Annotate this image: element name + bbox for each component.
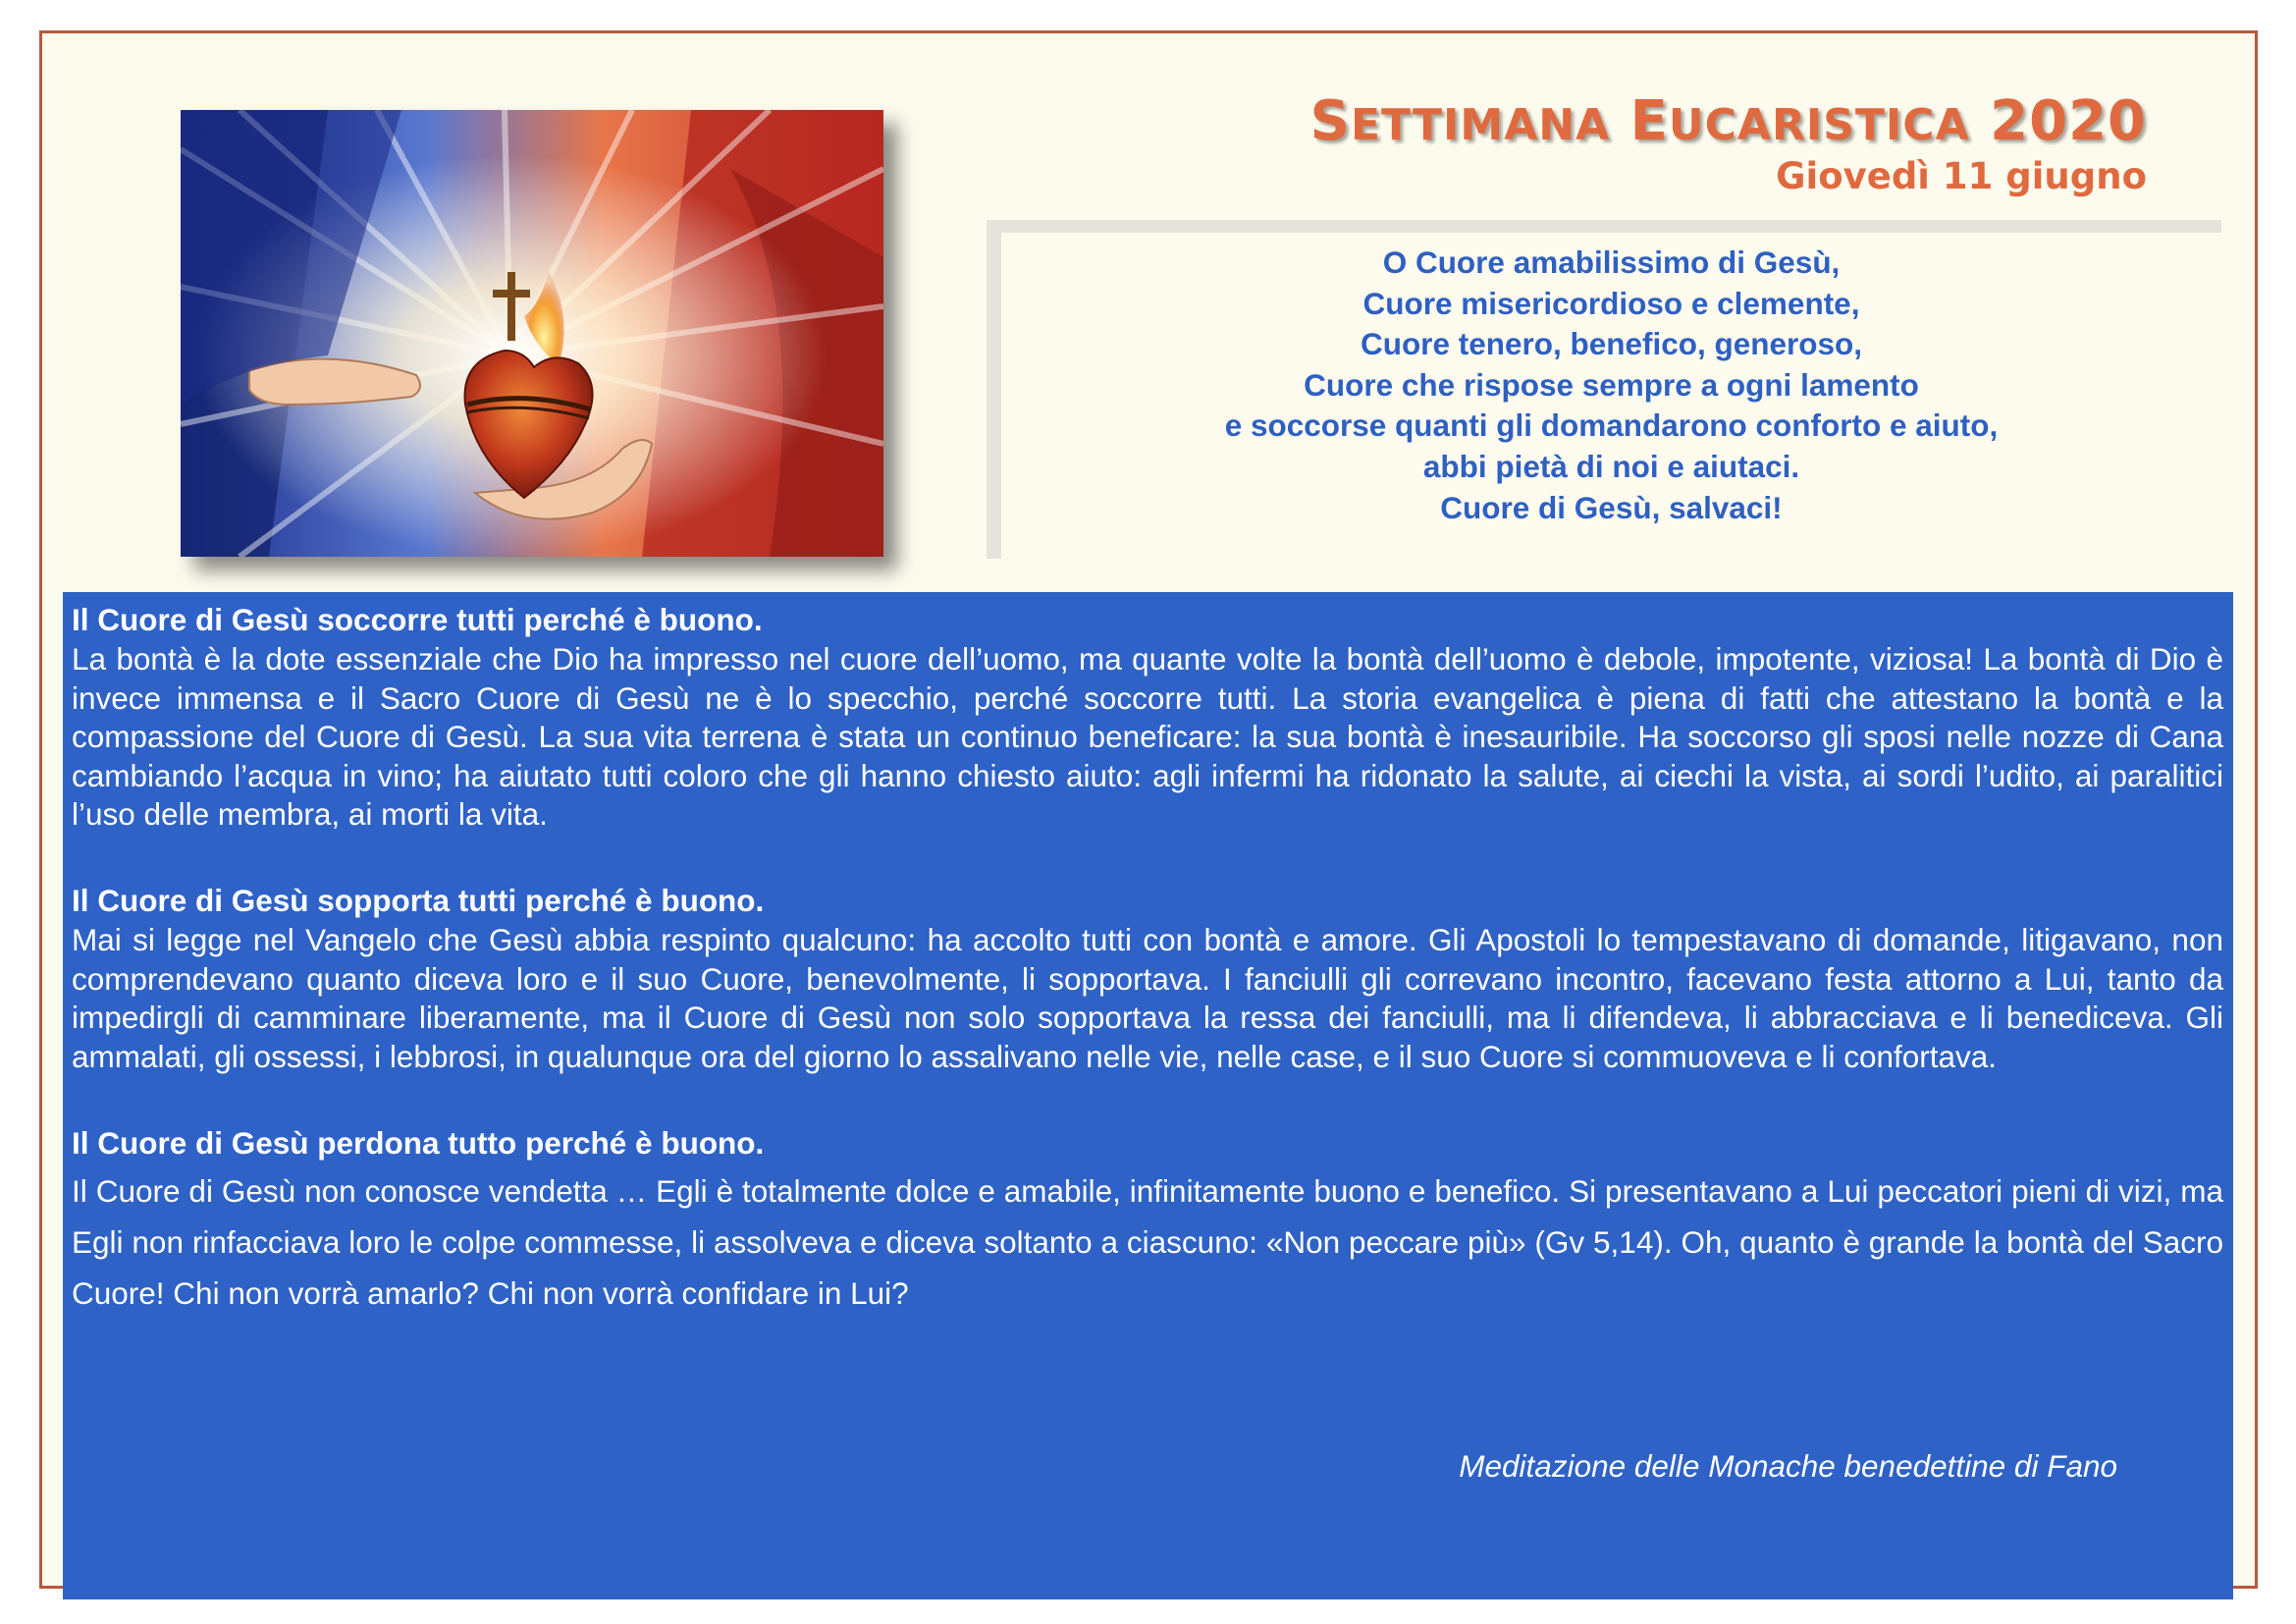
document-date: Giovedì 11 giugno [1776, 155, 2147, 198]
title-initial-2: E [1629, 89, 1669, 153]
prayer-line: Cuore misericordioso e clemente, [1362, 285, 1860, 321]
prayer-panel-top-bar [987, 220, 2221, 233]
section-body: La bontà è la dote essenziale che Dio ha impresso nel cuore dell’uomo, ma quante volte la bontà dell’uomo è debole, impotente, viziosa! La bontà di Dio è invece immensa e il Sacro Cuore di Gesù ne è lo specchio, perché soccorre tutti. La storia evangelica è piena di fatti che attestano la bontà e la compassione del Cuore di Gesù. La sua vita terrena è stata un continuo beneficare: la sua bontà è inesauribile. Ha soccorso gli sposi nelle nozze di Cana cambiando l’acqua in vino; ha aiutato tutti coloro che gli hanno chiesto aiuto: agli infermi ha ridonato la salute, ai ciechi la vista, ai sordi l’udito, ai paralitici l’uso delle membra, ai morti la vita. [72, 641, 2223, 833]
prayer-line: Cuore di Gesù, salvaci! [1440, 489, 1783, 525]
sacred-heart-illustration [181, 110, 883, 557]
prayer-line: e soccorse quanti gli domandarono conforto e aiuto, [1224, 407, 1999, 444]
section-spacer [72, 835, 2223, 881]
title-year: 2020 [1990, 89, 2147, 153]
section-body: Il Cuore di Gesù non conosce vendetta … Egli è totalmente dolce e amabile, infinitamente buono e benefico. Si presentavano a Lui peccatori pieni di vizi, ma Egli non rinfacciava loro le colpe commesse, li assolveva e diceva soltanto a ciascuno: «Non peccare più» (Gv 5,14). Oh, quanto è grande la bontà del Sacro Cuore! Chi non vorrà amarlo? Chi non vorrà confidare in Lui? [72, 1173, 2223, 1312]
attribution: Meditazione delle Monache benedettine di Fano [1459, 1448, 2117, 1484]
sacred-heart-image [181, 110, 883, 557]
prayer-panel-left-bar [987, 220, 1001, 559]
section-heading: Il Cuore di Gesù soccorre tutti perché è buono. [72, 602, 763, 637]
prayer-line: O Cuore amabilissimo di Gesù, [1382, 244, 1841, 280]
meditation-box [63, 592, 2233, 1599]
prayer-line: Cuore che rispose sempre a ogni lamento [1304, 366, 1919, 403]
title-block [1310, 90, 2147, 197]
section-heading: Il Cuore di Gesù perdona tutto perché è buono. [72, 1125, 765, 1162]
prayer-line: abbi pietà di noi e aiutaci. [1422, 448, 1800, 484]
section-spacer [72, 1076, 2223, 1123]
title-initial-1: S [1309, 89, 1351, 153]
prayer-line: Cuore tenero, benefico, generoso, [1360, 326, 1863, 362]
prayer-text [1001, 243, 2221, 528]
prayer-panel [987, 220, 2221, 559]
title-rest-1: ETTIMANA [1350, 100, 1611, 150]
title-rest-2: UCARISTICA [1668, 100, 1970, 150]
section-heading: Il Cuore di Gesù sopporta tutti perché è buono. [72, 882, 765, 918]
section-body: Mai si legge nel Vangelo che Gesù abbia respinto qualcuno: ha accolto tutti con bontà e amore. Gli Apostoli lo tempestavano di domande, litigavano, non comprendevano quanto diceva loro e il suo Cuore, benevolmente, li sopportava. I fanciulli gli correvano incontro, facevano festa attorno a Lui, tanto da impedirgli di camminare liberamente, ma il Cuore di Gesù non solo sopportava la ressa dei fanciulli, ma li difendeva, li abbracciava e li benediceva. Gli ammalati, gli ossessi, i lebbrosi, in qualunque ora del giorno lo assalivano nelle vie, nelle case, e il suo Cuore si commuoveva e li confortava. [72, 921, 2223, 1074]
document-title [1310, 90, 2147, 153]
